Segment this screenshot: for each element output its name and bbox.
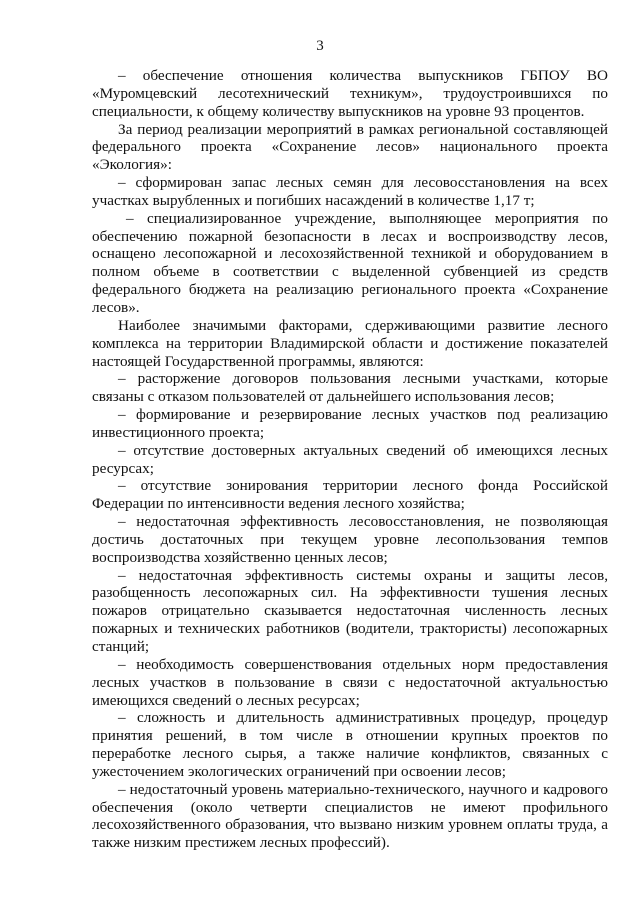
list-item-lease-termination: – расторжение договоров пользования лесными участками, которые связаны с отказом пользователей от дальнейшего использования лесов;	[92, 370, 608, 406]
list-item-investment-plots: – формирование и резервирование лесных участков под реализацию инвестиционного проекта;	[92, 406, 608, 441]
list-item-zoning: – отсутствие зонирования территории лесного фонда Российской Федерации по интенсивности ведения лесного хозяйства;	[92, 477, 608, 513]
list-item-regulations: – необходимость совершенствования отдельных норм предоставления лесных участков в пользование в связи с недостаточной актуальностью имеющихся сведений о лесных ресурсах;	[92, 655, 608, 709]
list-item-reforestation: – недостаточная эффективность лесовосстановления, не позволяющая достичь достаточных при текущем уровне лесопользования темпов воспроизводства хозяйственно ценных лесов;	[92, 513, 608, 566]
list-item-resources-staff: – недостаточный уровень материально-технического, научного и кадрового обеспечения (около четверти специалистов не имеют профильного лесохозяйственного образования, что вызвано низким уровнем оплаты труда, а также низким престижем лесных профессий).	[92, 780, 608, 852]
list-item-resource-data: – отсутствие достоверных актуальных сведений об имеющихся лесных ресурсах;	[92, 441, 608, 477]
list-item-fire-protection: – недостаточная эффективность системы охраны и защиты лесов, разобщенность лесопожарных сил. На эффективности тушения лесных пожаров отрицательно сказывается недостаточная численность лесных пожарных и технических работников (водители, трактористы) лесопожарных станций;	[92, 566, 608, 655]
document-body	[92, 67, 608, 852]
list-item-procedures: – сложность и длительность административных процедур, процедур принятия решений, в том числе в отношении крупных проектов по переработке лесного сырья, а также наличие конфликтов, связанных с ужесточением экологических ограничений при освоении лесов;	[92, 709, 608, 780]
page-number: 3	[316, 38, 324, 54]
paragraph-factors-intro: Наиболее значимыми факторами, сдерживающими развитие лесного комплекса на территории Владимирской области и достижение показателей настоящей Государственной программы, являются:	[92, 316, 608, 370]
paragraph-graduates-employment: – обеспечение отношения количества выпускников ГБПОУ ВО «Муромцевский лесотехнический техникум», трудоустроившихся по специальности, к общему количеству выпускников на уровне 93 процентов.	[92, 67, 608, 120]
paragraph-project-period: За период реализации мероприятий в рамках региональной составляющей федерального проекта «Сохранение лесов» национального проекта «Экология»:	[92, 120, 608, 174]
paragraph-equipment: – специализированное учреждение, выполняющее мероприятия по обеспечению пожарной безопасности в лесах и воспроизводству лесов, оснащено лесопожарной и лесохозяйственной техникой и оборудованием в полном объеме в соответствии с выделенной субвенцией из средств федерального бюджета на реализацию регионального проекта «Сохранение лесов».	[92, 209, 608, 316]
paragraph-seed-stock: – сформирован запас лесных семян для лесовосстановления на всех участках вырубленных и погибших насаждений в количестве 1,17 т;	[92, 174, 608, 209]
